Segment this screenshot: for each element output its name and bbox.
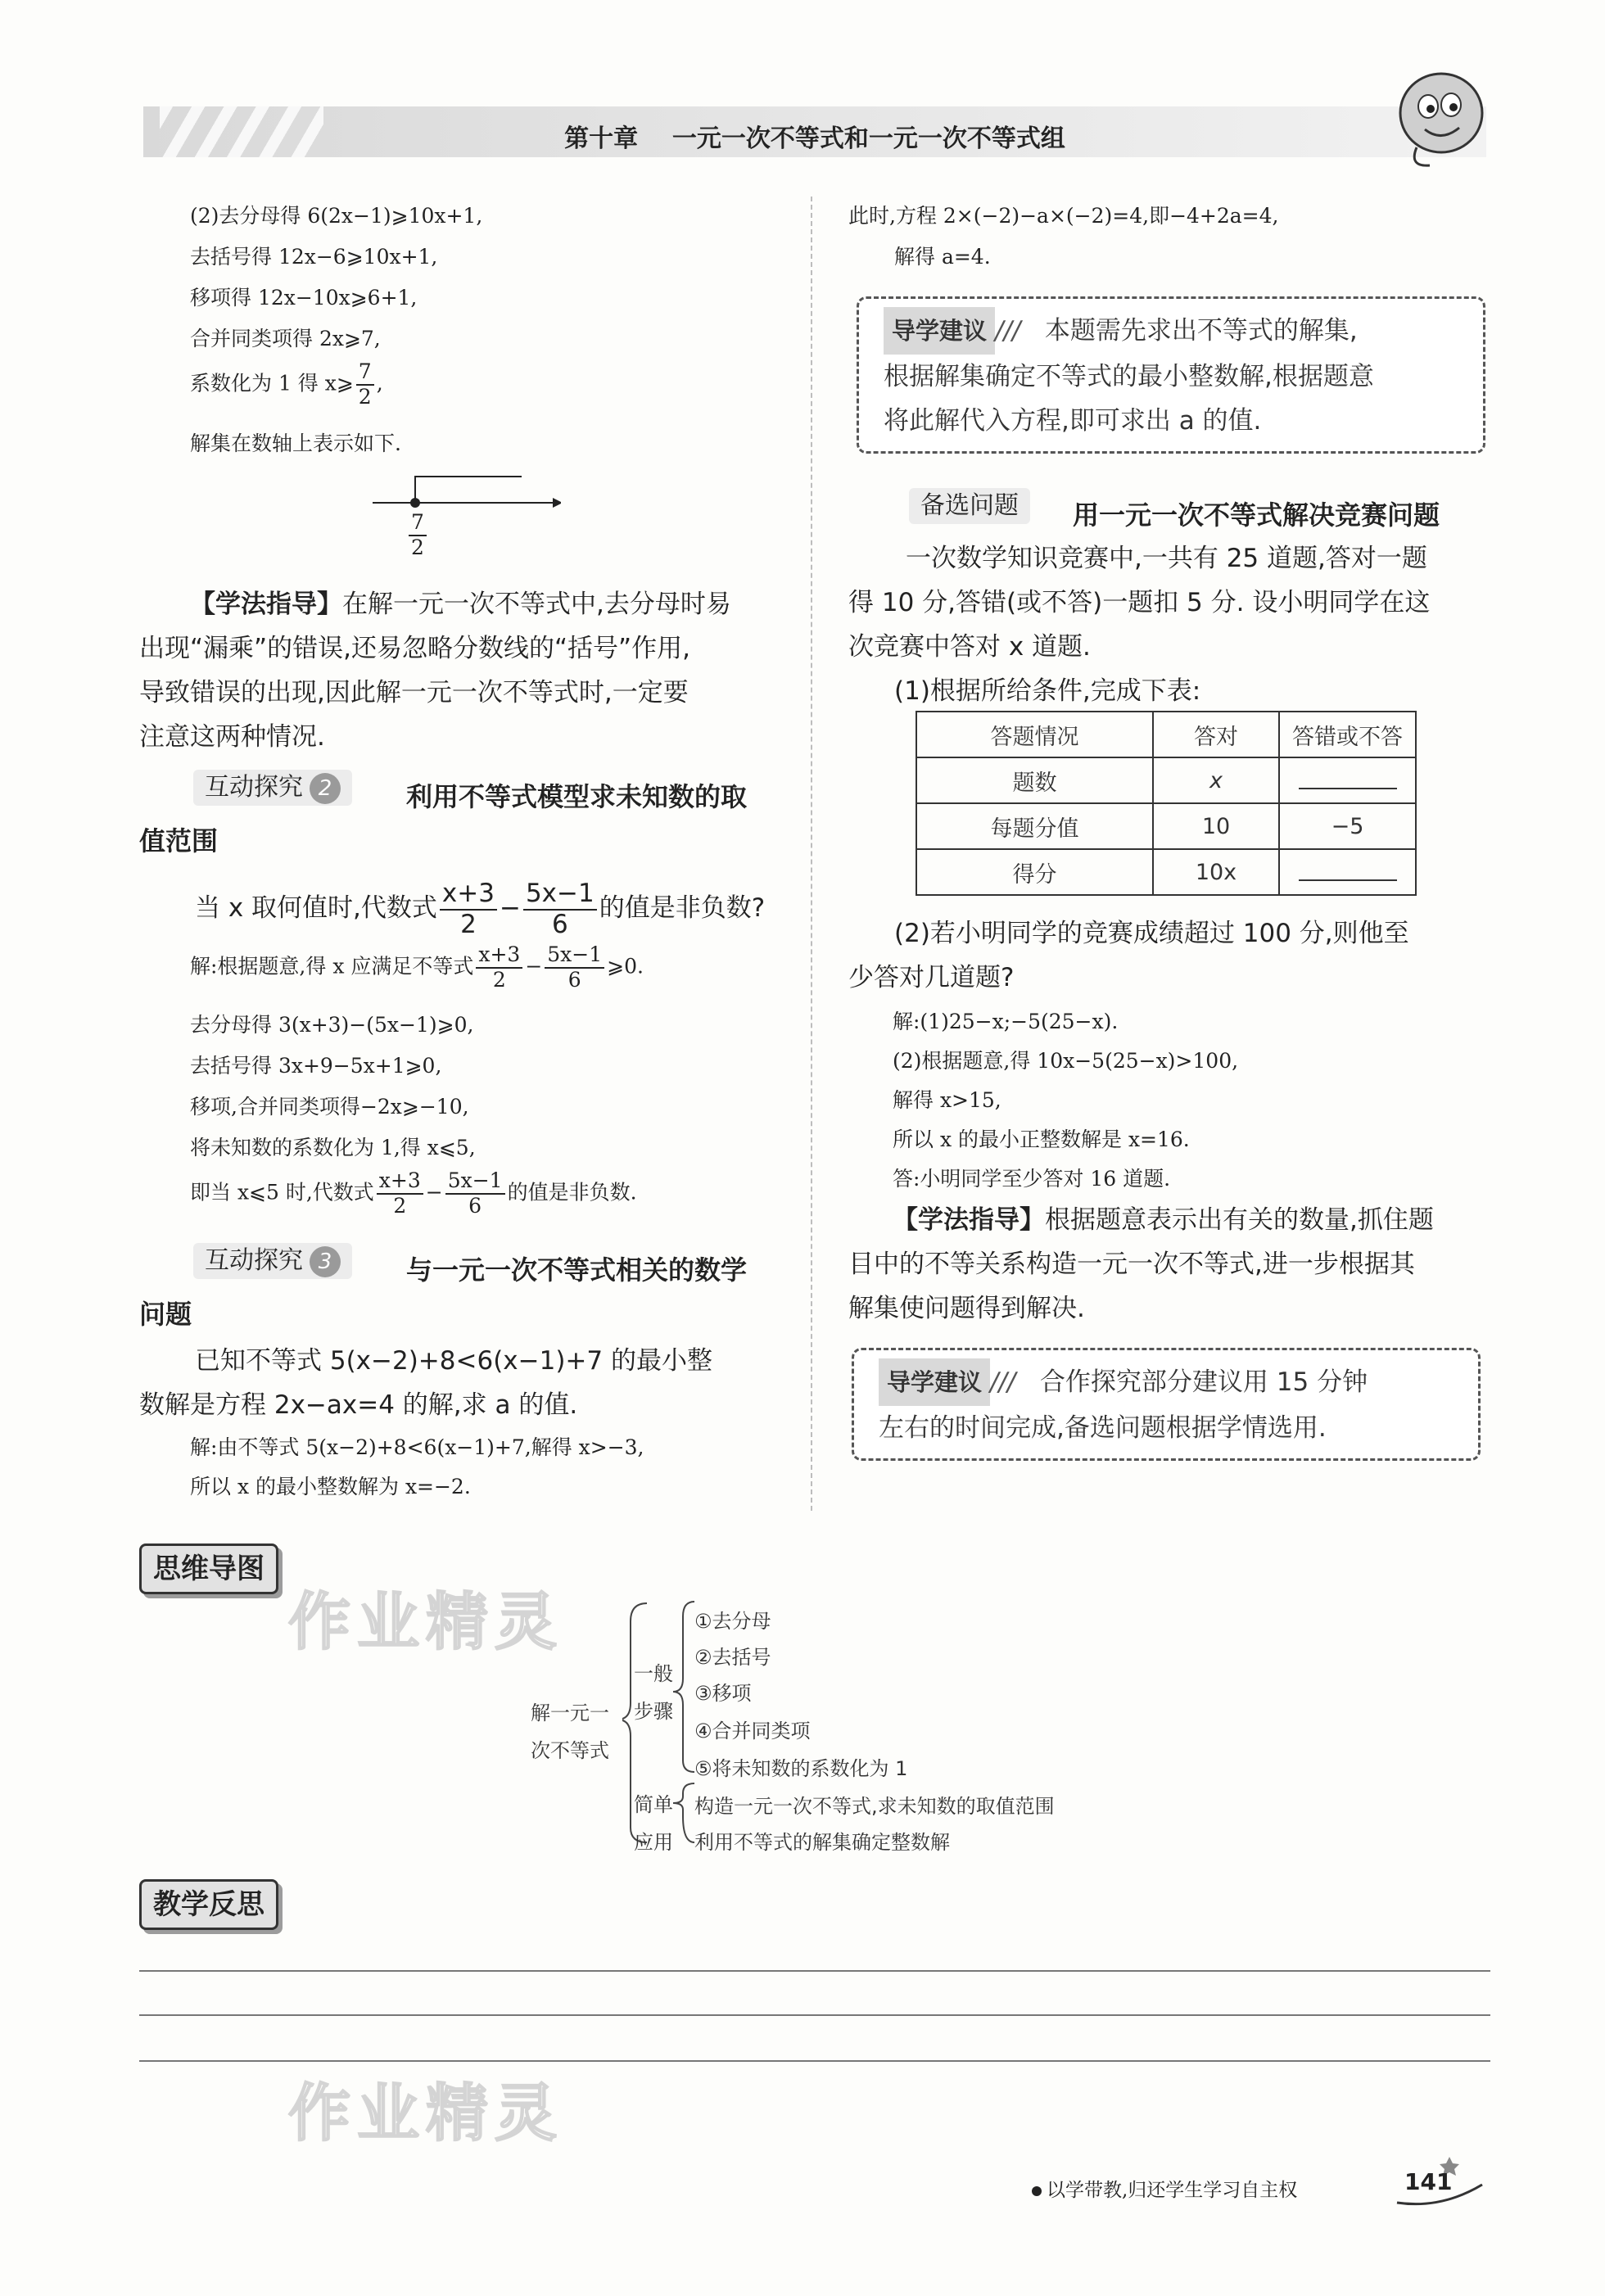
extra-question-title: 用一元一次不等式解决竞赛问题: [1073, 499, 1440, 531]
fraction-den: 2: [358, 384, 372, 409]
table-cell: x: [1153, 757, 1279, 803]
solution-part: 的值是非负数.: [507, 1180, 637, 1204]
guide-line: 合作探究部分建议用 15 分钟: [1039, 1367, 1368, 1397]
table-cell: 10x: [1153, 849, 1279, 895]
table-cell-blank[interactable]: [1279, 757, 1416, 803]
writing-line[interactable]: [139, 1970, 1490, 1972]
fraction-num: x+3: [440, 879, 497, 911]
chapter-title: [143, 118, 1486, 154]
solution-line: 解:由不等式 5(x−2)+8<6(x−1)+7,解得 x>−3,: [190, 1435, 644, 1459]
mindmap-branch: 一般: [634, 1662, 673, 1685]
solution-line: 去分母得 3(x+3)−(5x−1)⩾0,: [190, 1013, 474, 1037]
fraction: [523, 879, 597, 939]
method-text: 在解一元一次不等式中,去分母时易: [342, 590, 731, 619]
chapter-header: [143, 106, 1486, 157]
table-header: 答题情况: [916, 712, 1153, 757]
solution-line: 去括号得 3x+9−5x+1⩾0,: [190, 1054, 442, 1078]
table-cell-blank[interactable]: [1279, 849, 1416, 895]
extra-question-tag: 备选问题: [909, 488, 1030, 524]
mindmap-branch: 简单: [634, 1793, 673, 1816]
guide-slash-icon: ///: [995, 316, 1021, 346]
method-guide-line: [893, 1199, 1434, 1236]
solution-line: 将未知数的系数化为 1,得 x⩽5,: [190, 1136, 476, 1159]
fraction-num: 5x−1: [523, 879, 597, 911]
table-header-row: [916, 712, 1416, 757]
explore-number-badge: 3: [310, 1246, 341, 1277]
column-divider: [811, 197, 812, 1511]
fraction: [409, 511, 427, 560]
fraction-den: 6: [567, 967, 581, 992]
mindmap-badge: 思维导图: [139, 1543, 278, 1594]
guide-line: 左右的时间完成,备选问题根据学情选用.: [879, 1413, 1327, 1443]
solution-line: (2)根据题意,得 10x−5(25−x)>100,: [893, 1049, 1239, 1073]
number-line-label: [406, 511, 429, 560]
answer-blank[interactable]: [1299, 858, 1397, 881]
solution-line: 解:(1)25−x;−5(25−x).: [893, 1010, 1119, 1033]
reflection-badge: 教学反思: [139, 1879, 278, 1930]
mindmap-app: 构造一元一次不等式,求未知数的取值范围: [694, 1795, 1055, 1818]
answer-blank[interactable]: [1299, 766, 1397, 789]
question-text: 一次数学知识竞赛中,一共有 25 道题,答对一题: [906, 544, 1427, 573]
table-cell: 得分: [916, 849, 1153, 895]
question-part: 当 x 取何值时,代数式: [195, 893, 437, 924]
fraction: [445, 1169, 505, 1218]
fraction-num: 7: [409, 511, 427, 536]
guide-slash-icon: ///: [990, 1367, 1016, 1397]
solution-part: 即当 x⩽5 时,代数式: [190, 1180, 374, 1204]
writing-line[interactable]: [139, 2060, 1490, 2062]
table-row: [916, 849, 1416, 895]
method-guide-line: [190, 583, 731, 620]
solution-line: 去括号得 12x−6⩾10x+1,: [190, 245, 438, 269]
solution-line: 合并同类项得 2x⩾7,: [190, 327, 381, 350]
table-header: 答错或不答: [1279, 712, 1416, 757]
mindmap-branch: 步骤: [634, 1700, 673, 1723]
table-header: 答对: [1153, 712, 1279, 757]
mindmap-branch: 应用: [634, 1831, 673, 1854]
solution-line: 移项,合并同类项得−2x⩾−10,: [190, 1095, 469, 1119]
solution-line: (2)去分母得 6(2x−1)⩾10x+1,: [190, 204, 483, 228]
watermark: 作业精灵: [288, 2077, 563, 2149]
mascot-icon: [1392, 66, 1489, 172]
mindmap-step: ④合并同类项: [694, 1720, 811, 1742]
fraction-den: 2: [411, 535, 424, 559]
method-label: 【学法指导】: [893, 1205, 1045, 1235]
question-text: 得 10 分,答错(或不答)一题扣 5 分. 设小明同学在这: [848, 588, 1431, 617]
method-guide-line: 注意这两种情况.: [139, 722, 325, 752]
table-row: [916, 757, 1416, 803]
watermark: 作业精灵: [288, 1585, 563, 1658]
question-text: 已知不等式 5(x−2)+8<6(x−1)+7 的最小整: [195, 1346, 712, 1376]
explore-title: 值范围: [139, 825, 219, 856]
solution-line: [190, 943, 644, 992]
number-line: [373, 467, 561, 565]
fraction-den: 6: [468, 1193, 482, 1218]
explore-number-badge: 2: [310, 773, 341, 804]
solution-line-coef: [190, 360, 383, 409]
guide-line: 根据解集确定不等式的最小整数解,根据题意: [884, 362, 1374, 391]
explore-tag-text: 互动探究: [205, 773, 303, 802]
mindmap-step: ⑤将未知数的系数化为 1: [694, 1757, 908, 1780]
guide-text-block: [879, 1358, 1468, 1450]
fraction-num: x+3: [377, 1169, 423, 1195]
solution-line: 所以 x 的最小整数解为 x=−2.: [190, 1475, 471, 1498]
method-guide-line: 解集使问题得到解决.: [848, 1294, 1085, 1323]
question-text: 次竞赛中答对 x 道题.: [848, 632, 1091, 662]
minus-sign: −: [499, 893, 521, 924]
question-part: 的值是非负数?: [599, 893, 766, 924]
fraction: [545, 943, 604, 992]
solution-line: [190, 1169, 637, 1218]
chapter-number: 第十章: [564, 124, 639, 153]
explore-tag-text: 互动探究: [205, 1246, 303, 1275]
guide-label: 导学建议: [879, 1358, 990, 1406]
table-cell: 题数: [916, 757, 1153, 803]
minus-sign: −: [425, 1180, 443, 1204]
question-text: 少答对几道题?: [848, 963, 1015, 992]
table-cell: −5: [1279, 803, 1416, 849]
table-cell: 10: [1153, 803, 1279, 849]
explore-tag: [193, 1243, 352, 1279]
page-number: 141: [1404, 2168, 1453, 2195]
solution-line: 所以 x 的最小正整数解是 x=16.: [893, 1128, 1190, 1151]
guide-label: 导学建议: [884, 307, 995, 355]
method-guide-line: 目中的不等关系构造一元一次不等式,进一步根据其: [848, 1250, 1415, 1279]
solution-part: ⩾0.: [607, 954, 644, 979]
question-text: (2)若小明同学的竞赛成绩超过 100 分,则他至: [894, 919, 1409, 948]
fraction-num: 5x−1: [545, 943, 604, 969]
fraction: [356, 360, 374, 409]
solution-line: 此时,方程 2×(−2)−a×(−2)=4,即−4+2a=4,: [848, 204, 1279, 228]
solution-line: 答:小明同学至少答对 16 道题.: [893, 1167, 1171, 1191]
fraction-den: 2: [492, 967, 506, 992]
mindmap-step: ①去分母: [694, 1610, 771, 1633]
guide-text-block: [884, 307, 1473, 443]
mindmap-step: ③移项: [694, 1682, 752, 1705]
coef-suffix: ,: [376, 371, 383, 395]
guide-suggestion-box: [857, 296, 1485, 454]
fraction: [440, 879, 497, 939]
bullet-icon: [1032, 2186, 1042, 2196]
guide-suggestion-box: [852, 1348, 1481, 1461]
question-text: (1)根据所给条件,完成下表:: [894, 676, 1201, 706]
mindmap-root: 解一元一: [531, 1702, 609, 1724]
table-cell: 每题分值: [916, 803, 1153, 849]
explore-title: 利用不等式模型求未知数的取: [406, 781, 748, 812]
writing-line[interactable]: [139, 2014, 1490, 2016]
solution-part: 解:根据题意,得 x 应满足不等式: [190, 954, 474, 979]
solution-line: 解得 x>15,: [893, 1088, 1001, 1112]
explore-tag: [193, 770, 352, 806]
chapter-name: 一元一次不等式和一元一次不等式组: [671, 124, 1065, 153]
fraction: [476, 943, 522, 992]
method-guide-line: 出现“漏乘”的错误,还易忽略分数线的“括号”作用,: [139, 634, 690, 663]
solution-line: 解得 a=4.: [894, 245, 991, 269]
solution-line: 解集在数轴上表示如下.: [190, 432, 401, 455]
fraction-num: 5x−1: [445, 1169, 505, 1195]
fraction-den: 6: [551, 909, 568, 939]
fraction-num: 7: [356, 360, 374, 386]
mindmap-step: ②去括号: [694, 1646, 771, 1669]
question-text: 数解是方程 2x−ax=4 的解,求 a 的值.: [139, 1390, 578, 1420]
fraction: [377, 1169, 423, 1218]
explore-title: 问题: [139, 1299, 192, 1330]
method-label: 【学法指导】: [190, 590, 342, 619]
mindmap-app: 利用不等式的解集确定整数解: [694, 1831, 950, 1854]
guide-line: 本题需先求出不等式的解集,: [1044, 316, 1358, 346]
fraction-den: 2: [393, 1193, 407, 1218]
mindmap-root: 次不等式: [531, 1739, 609, 1762]
table-row: [916, 803, 1416, 849]
explore-title: 与一元一次不等式相关的数学: [406, 1254, 748, 1286]
guide-line: 将此解代入方程,即可求出 a 的值.: [884, 406, 1262, 436]
minus-sign: −: [525, 954, 543, 979]
fraction-num: x+3: [476, 943, 522, 969]
method-text: 根据题意表示出有关的数量,抓住题: [1045, 1205, 1434, 1235]
answer-table: [916, 711, 1417, 896]
footer-motto-text: 以学带教,归还学生学习自主权: [1047, 2180, 1298, 2201]
footer-motto: [1032, 2175, 1297, 2202]
method-guide-line: 导致错误的出现,因此解一元一次不等式时,一定要: [139, 678, 689, 707]
coef-prefix: 系数化为 1 得 x⩾: [190, 371, 354, 395]
question-text: [195, 879, 765, 939]
solution-line: 移项得 12x−10x⩾6+1,: [190, 286, 418, 310]
fraction-den: 2: [460, 909, 477, 939]
